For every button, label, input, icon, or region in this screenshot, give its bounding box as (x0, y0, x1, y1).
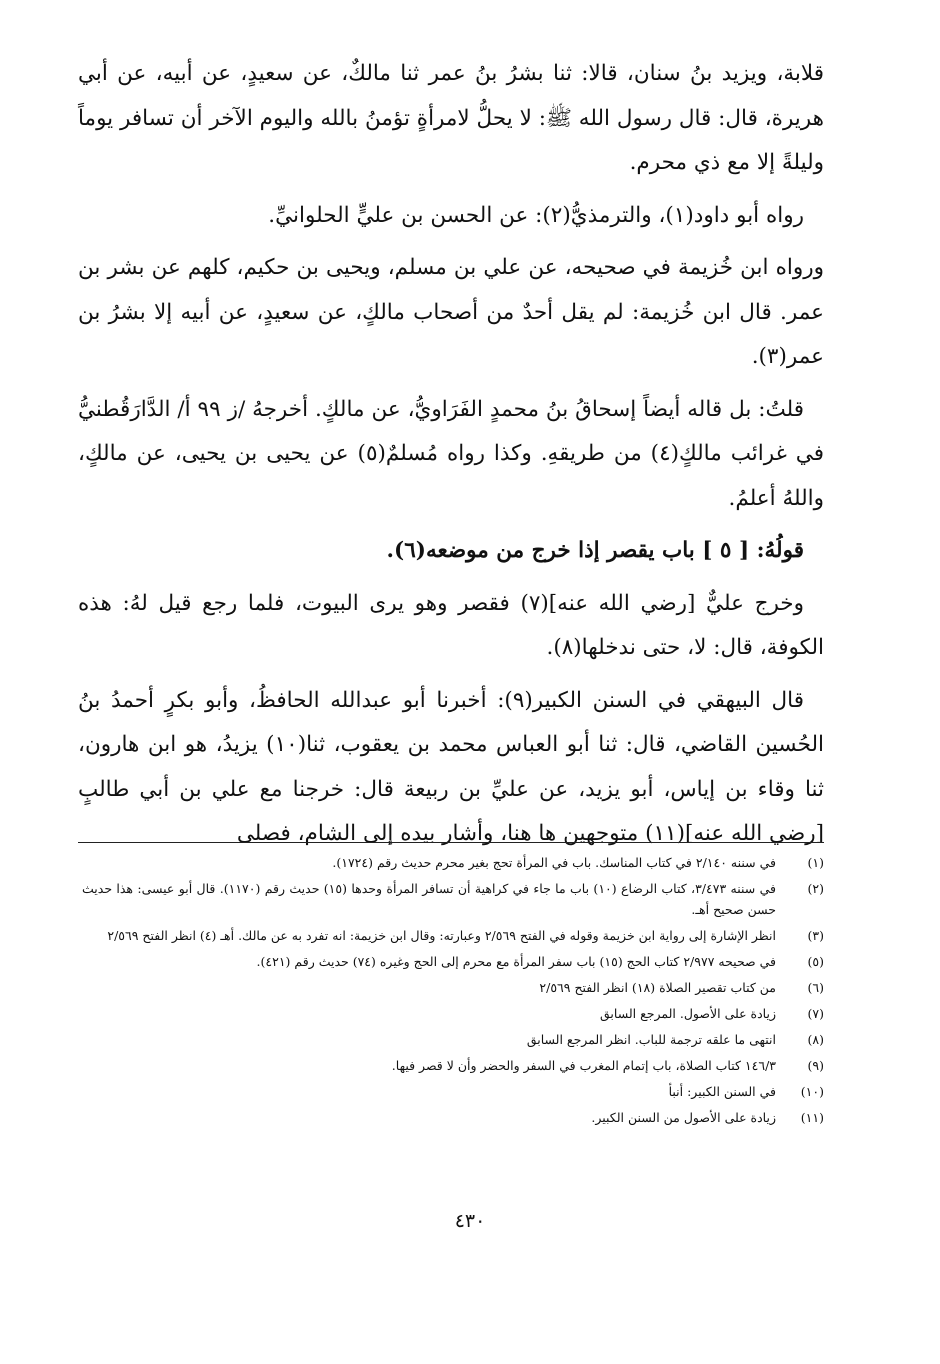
footnote-text: انتهى ما علقه ترجمة للباب. انظر المرجع السابق (526, 1032, 776, 1047)
page-number: ٤٣٠ (454, 1210, 486, 1232)
footnote-item (82, 878, 824, 920)
footnote-number: (٨) (807, 1032, 824, 1047)
paragraph-ali-kharaja: وخرج عليٌّ [رضي الله عنه](٧) فقصر وهو يرى البيوت، فلما رجع قيل لهُ: هذه الكوفة، قال: لا، حتى ندخلها(٨). (78, 590, 824, 660)
footnote-text: زيادة على الأصول من السنن الكبير. (591, 1110, 776, 1125)
paragraph-bayhaqi: قال البيهقي في السنن الكبير(٩): أخبرنا أبو عبدالله الحافظُ، وأبو بكرٍ أحمدُ بنُ الحُسين القاضي، قال: ثنا أبو العباس محمد بن يعقوب، ثنا(١٠) يزيدُ، هو ابن هارون، ثنا وقاء بن إياس، أبو يزيد، عن عليِّ بن ربيعة قال: خرجنا مع علي بن أبي طالبٍ [رضي الله عنه](١١) متوجهين ها هنا، وأشار بيده إلى الشام، فصلى (78, 687, 824, 846)
footnote-item (82, 951, 824, 972)
footnote-item (82, 1107, 824, 1128)
section-heading-qawluhu: قولُهُ: [ ٥ ] باب يقصر إذا خرج من موضعه(٦). (386, 538, 804, 563)
footnote-number: (٥) (807, 954, 824, 969)
paragraph-hadith-continuation: قلابة، ويزيد بنُ سنان، قالا: ثنا بشرُ بنُ عمر ثنا مالكٌ، عن سعيدٍ، عن أبيه، عن أبي هريرة، قال: قال رسول الله ﷺ: لا يحلُّ لامرأةٍ تؤمنُ بالله واليوم الآخر أن تسافر يوماً وليلةً إلا مع ذي محرم. (78, 61, 824, 175)
footnote-number: (١٠) (800, 1084, 824, 1099)
footnote-number: (١) (807, 855, 824, 870)
footnote-number: (١١) (800, 1110, 824, 1125)
footnote-text: في سننه ٢/١٤٠ في كتاب المناسك. باب في المرأة تحج بغير محرم حديث رقم (١٧٢٤). (332, 855, 776, 870)
paragraph-riwaya-abu-dawud: رواه أبو داود(١)، والترمذيُّ(٢): عن الحسن بن عليٍّ الحلوانيِّ. (268, 202, 804, 228)
footnote-number: (٢) (807, 881, 824, 896)
footnote-item (82, 1081, 824, 1102)
footnote-text: في صحيحه ٢/٩٧٧ كتاب الحج (١٥) باب سفر المرأة مع محرم إلى الحج وغيره (٧٤) حديث رقم (٤٢١). (256, 954, 776, 969)
paragraph-ibn-khuzayma: ورواه ابن خُزيمة في صحيحه، عن علي بن مسلم، ويحيى بن حكيم، كلهم عن بشر بن عمر. قال ابن خُزيمة: لم يقل أحدٌ من أصحاب مالكٍ، عن سعيدٍ، عن أبيه إلا بشرُ بن عمر(٣). (78, 255, 824, 369)
footnote-number: (٩) (807, 1058, 824, 1073)
footnote-number: (٣) (807, 928, 824, 943)
footnote-item (82, 852, 824, 873)
footnote-item (82, 1029, 824, 1050)
footnote-item (82, 977, 824, 998)
footnote-item (82, 925, 824, 946)
footnotes (82, 852, 824, 1138)
footnote-text: في السنن الكبير: أنبأ (668, 1084, 776, 1099)
footnote-text: زيادة على الأصول. المرجع السابق (599, 1006, 776, 1021)
footnote-text: ١٤٦/٣ كتاب الصلاة، باب إتمام المغرب في السفر والحضر وأن لا قصر فيها. (391, 1058, 776, 1073)
footnote-item (82, 1003, 824, 1024)
footnote-text: من كتاب تقصير الصلاة (١٨) انظر الفتح ٢/٥٦٩ (539, 980, 776, 995)
footnote-text: في سننه ٣/٤٧٣، كتاب الرضاع (١٠) باب ما جاء في كراهية أن تسافر المرأة وحدها (١٥) حديث رقم (١١٧٠). قال أبو عيسى: هذا حديث حسن صحيح أهـ. (82, 881, 777, 917)
paragraph-qultu: قلتُ: بل قاله أيضاً إسحاقُ بنُ محمدٍ الفَرَاويُّ، عن مالكٍ. أخرجهُ /ز ٩٩ أ/ الدَّارَقُطنيُّ في غرائب مالكٍ(٤) من طريقهِ. وكذا رواه مُسلمٌ(٥) عن يحيى بن يحيى، عن مالكٍ، واللهُ أعلمُ. (78, 396, 825, 511)
footnote-text: انظر الإشارة إلى رواية ابن خزيمة وقوله في الفتح ٢/٥٦٩ وعبارته: وقال ابن خزيمة: انه تفرد به عن مالك. أهـ (٤) انظر الفتح ٢/٥٦٩ (107, 928, 776, 943)
footnote-number: (٧) (807, 1006, 824, 1021)
main-text (78, 52, 824, 865)
footnote-item (82, 1055, 824, 1076)
footnote-number: (٦) (807, 980, 824, 995)
footnote-divider (78, 842, 824, 843)
